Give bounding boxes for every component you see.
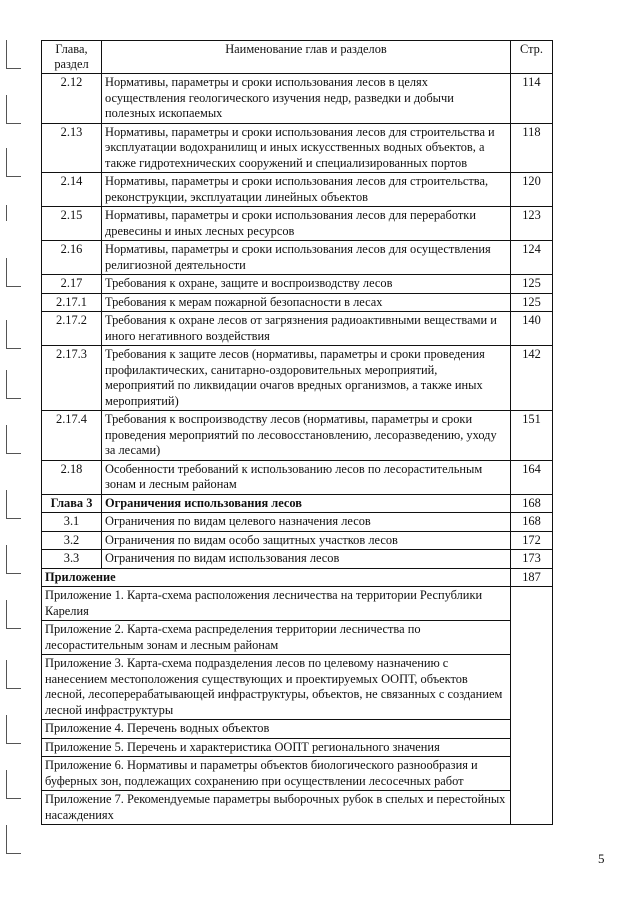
appendix-item-row: [42, 655, 553, 720]
section-number: 3.1: [42, 513, 102, 532]
section-number: 2.12: [42, 74, 102, 124]
appendix-item-row: [42, 738, 553, 757]
section-page: 124: [511, 241, 553, 275]
section-title: Особенности требований к использованию лесов по лесорастительным зонам и лесным районам: [102, 460, 511, 494]
section-title: Ограничения по видам особо защитных участков лесов: [102, 531, 511, 550]
appendix-item: Приложение 7. Рекомендуемые параметры выборочных рубок в спелых и перестойных насаждениях: [42, 791, 511, 825]
table-row: [42, 241, 553, 275]
toc-body: [42, 74, 553, 825]
section-page: 168: [511, 494, 553, 513]
appendix-title: Приложение: [42, 568, 511, 587]
appendix-heading-row: [42, 568, 553, 587]
appendix-page-empty: [511, 738, 553, 757]
section-page: 140: [511, 312, 553, 346]
margin-mark: [6, 40, 21, 69]
section-number: 2.17.2: [42, 312, 102, 346]
section-number: 2.17: [42, 275, 102, 294]
table-row: [42, 293, 553, 312]
table-header-row: [42, 41, 553, 74]
table-row: [42, 460, 553, 494]
appendix-item-row: [42, 621, 553, 655]
section-title: Нормативы, параметры и сроки использования лесов для строительства, реконструкции, эксплуатации линейных объектов: [102, 173, 511, 207]
section-number: 2.17.1: [42, 293, 102, 312]
table-row: [42, 531, 553, 550]
section-title: Ограничения использования лесов: [102, 494, 511, 513]
section-number: 3.3: [42, 550, 102, 569]
section-page: 173: [511, 550, 553, 569]
appendix-page-empty: [511, 587, 553, 621]
margin-mark: [6, 715, 21, 744]
section-page: 151: [511, 411, 553, 461]
section-number: Глава 3: [42, 494, 102, 513]
table-row: [42, 207, 553, 241]
appendix-page: 187: [511, 568, 553, 587]
appendix-item-row: [42, 720, 553, 739]
table-row: [42, 123, 553, 173]
margin-mark: [6, 545, 21, 574]
section-page: 120: [511, 173, 553, 207]
table-row: [42, 312, 553, 346]
section-number: 2.16: [42, 241, 102, 275]
appendix-page-empty: [511, 720, 553, 739]
section-title: Требования к воспроизводству лесов (нормативы, параметры и сроки проведения мероприятий по лесовосстановлению, лесоразведению, уходу за лесами): [102, 411, 511, 461]
section-number: 2.17.3: [42, 346, 102, 411]
table-of-contents: [41, 40, 553, 825]
appendix-item-row: [42, 791, 553, 825]
appendix-item-row: [42, 757, 553, 791]
section-title: Ограничения по видам целевого назначения лесов: [102, 513, 511, 532]
table-row: [42, 74, 553, 124]
section-page: 168: [511, 513, 553, 532]
header-title: Наименование глав и разделов: [102, 41, 511, 74]
table-row: [42, 550, 553, 569]
margin-mark: [6, 148, 21, 177]
section-number: 2.15: [42, 207, 102, 241]
table-row: [42, 346, 553, 411]
section-title: Требования к защите лесов (нормативы, параметры и сроки проведения профилактических, санитарно-оздоровительных мероприятий, мероприятий по ликвидации очагов вредных организмов, а также иных мероприятий): [102, 346, 511, 411]
section-title: Требования к мерам пожарной безопасности в лесах: [102, 293, 511, 312]
margin-mark: [6, 370, 21, 399]
table-row: [42, 173, 553, 207]
appendix-item: Приложение 6. Нормативы и параметры объектов биологического разнообразия и буферных зон, подлежащих сохранению при осуществлении лесосечных работ: [42, 757, 511, 791]
section-title: Нормативы, параметры и сроки использования лесов для строительства и эксплуатации водохранилищ и иных искусственных водных объектов, а также гидротехнических сооружений и специализированных портов: [102, 123, 511, 173]
section-number: 2.13: [42, 123, 102, 173]
margin-mark: [6, 258, 21, 287]
margin-mark: [6, 425, 21, 454]
section-title: Нормативы, параметры и сроки использования лесов для осуществления религиозной деятельности: [102, 241, 511, 275]
section-title: Ограничения по видам использования лесов: [102, 550, 511, 569]
header-page: Стр.: [511, 41, 553, 74]
appendix-item: Приложение 1. Карта-схема расположения лесничества на территории Республики Карелия: [42, 587, 511, 621]
table-row: [42, 513, 553, 532]
margin-mark: [6, 320, 21, 349]
margin-mark: [6, 490, 21, 519]
appendix-item: Приложение 5. Перечень и характеристика ООПТ регионального значения: [42, 738, 511, 757]
section-page: 114: [511, 74, 553, 124]
appendix-page-empty: [511, 757, 553, 791]
section-number: 2.14: [42, 173, 102, 207]
margin-mark: [6, 95, 21, 124]
section-title: Нормативы, параметры и сроки использования лесов в целях осуществления геологического изучения недр, разведки и добычи полезных ископаемых: [102, 74, 511, 124]
binding-margin-marks: [6, 20, 26, 880]
table-row: [42, 275, 553, 294]
margin-mark: [6, 825, 21, 854]
section-page: 118: [511, 123, 553, 173]
appendix-item-row: [42, 587, 553, 621]
margin-mark: [6, 660, 21, 689]
appendix-page-empty: [511, 791, 553, 825]
margin-mark: [6, 600, 21, 629]
section-number: 2.17.4: [42, 411, 102, 461]
table-row: [42, 494, 553, 513]
section-page: 125: [511, 293, 553, 312]
table-row: [42, 411, 553, 461]
section-title: Нормативы, параметры и сроки использования лесов для переработки древесины и иных лесных ресурсов: [102, 207, 511, 241]
appendix-item: Приложение 4. Перечень водных объектов: [42, 720, 511, 739]
header-chapter: Глава, раздел: [42, 41, 102, 74]
appendix-page-empty: [511, 621, 553, 655]
section-number: 2.18: [42, 460, 102, 494]
section-number: 3.2: [42, 531, 102, 550]
appendix-page-empty: [511, 655, 553, 720]
section-page: 123: [511, 207, 553, 241]
section-page: 142: [511, 346, 553, 411]
section-title: Требования к охране, защите и воспроизводству лесов: [102, 275, 511, 294]
section-title: Требования к охране лесов от загрязнения радиоактивными веществами и иного негативного воздействия: [102, 312, 511, 346]
section-page: 172: [511, 531, 553, 550]
page-number: 5: [598, 851, 605, 866]
section-page: 164: [511, 460, 553, 494]
appendix-item: Приложение 3. Карта-схема подразделения лесов по целевому назначению с нанесением местоположения существующих и проектируемых ООПТ, объектов лесной, лесоперерабатывающей инфраструктуры, объектов, не связанных с созданием лесной инфраструктуры: [42, 655, 511, 720]
section-page: 125: [511, 275, 553, 294]
margin-mark: [6, 205, 21, 221]
margin-mark: [6, 770, 21, 799]
appendix-item: Приложение 2. Карта-схема распределения территории лесничества по лесорастительным зонам и лесным районам: [42, 621, 511, 655]
